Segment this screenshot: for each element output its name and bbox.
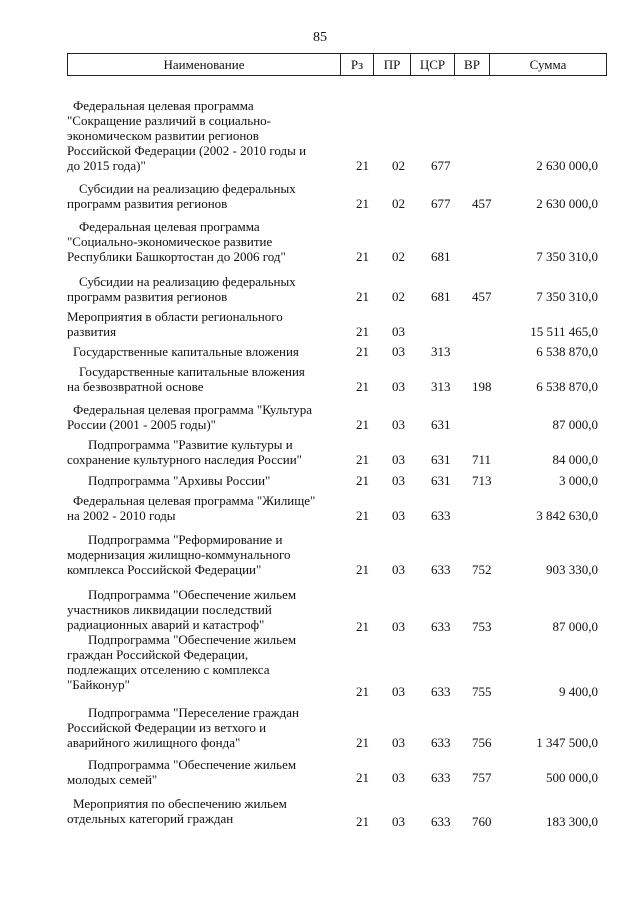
- row-name: [67, 98, 339, 173]
- row-name: [67, 437, 339, 467]
- row-name-line: до 2015 года)": [67, 158, 146, 173]
- row-sum: 7 350 310,0: [536, 289, 598, 304]
- row-name-line: Подпрограмма "Обеспечение жильем: [88, 757, 297, 772]
- row-sum: 3 000,0: [559, 473, 598, 488]
- row-sum: 15 511 465,0: [530, 324, 598, 339]
- row-sum: 9 400,0: [559, 684, 598, 699]
- row-name-line: "Байконур": [67, 677, 130, 692]
- row-name: [67, 587, 339, 632]
- row-name-line: Федеральная целевая программа: [79, 219, 260, 234]
- row-name-line: Мероприятия по обеспечению жильем: [73, 796, 287, 811]
- row-name: [67, 181, 339, 211]
- row-name: [67, 309, 339, 339]
- row-name-line: программ развития регионов: [67, 196, 228, 211]
- row-vr: 457: [472, 196, 492, 211]
- row-sum: 1 347 500,0: [536, 735, 598, 750]
- row-name-line: Субсидии на реализацию федеральных: [79, 274, 296, 289]
- row-rz: 21: [356, 249, 369, 264]
- row-name-line: Подпрограмма "Обеспечение жильем: [88, 632, 297, 647]
- row-sum: 500 000,0: [546, 770, 598, 785]
- row-rz: 21: [356, 289, 369, 304]
- row-rz: 21: [356, 562, 369, 577]
- header-rz: Рз: [341, 54, 374, 75]
- row-vr: 753: [472, 619, 492, 634]
- row-pr: 03: [392, 562, 405, 577]
- row-pr: 03: [392, 735, 405, 750]
- row-name-line: Подпрограмма "Архивы России": [88, 473, 271, 488]
- row-csr: 681: [431, 289, 451, 304]
- row-name-line: Государственные капитальные вложения: [73, 344, 299, 359]
- row-csr: 633: [431, 508, 451, 523]
- row-pr: 02: [392, 249, 405, 264]
- row-name-line: Российской Федерации из ветхого и: [67, 720, 267, 735]
- row-csr: 681: [431, 249, 451, 264]
- row-name: [67, 364, 339, 394]
- row-vr: 711: [472, 452, 492, 467]
- row-pr: 03: [392, 379, 405, 394]
- row-name-line: участников ликвидации последствий: [67, 602, 272, 617]
- row-name-line: Мероприятия в области регионального: [67, 309, 283, 324]
- row-name-line: "Сокращение различий в социально-: [67, 113, 271, 128]
- row-pr: 03: [392, 324, 405, 339]
- row-name-line: развития: [67, 324, 117, 339]
- row-pr: 02: [392, 289, 405, 304]
- header-name: Наименование: [68, 54, 341, 75]
- row-vr: 757: [472, 770, 492, 785]
- row-rz: 21: [356, 324, 369, 339]
- row-csr: 633: [431, 814, 451, 829]
- row-name: [67, 796, 339, 826]
- row-name-line: Российской Федерации (2002 - 2010 годы и: [67, 143, 307, 158]
- row-name-line: отдельных категорий граждан: [67, 811, 234, 826]
- row-sum: 6 538 870,0: [536, 344, 598, 359]
- row-name: [67, 219, 339, 264]
- row-pr: 03: [392, 417, 405, 432]
- row-name-line: России (2001 - 2005 годы)": [67, 417, 216, 432]
- row-vr: 457: [472, 289, 492, 304]
- header-csr: ЦСР: [411, 54, 455, 75]
- row-csr: 633: [431, 562, 451, 577]
- row-csr: 313: [431, 344, 451, 359]
- row-sum: 2 630 000,0: [536, 158, 598, 173]
- row-name-line: "Социально-экономическое развитие: [67, 234, 273, 249]
- row-name-line: Подпрограмма "Переселение граждан: [88, 705, 299, 720]
- row-pr: 03: [392, 684, 405, 699]
- row-name: [67, 344, 339, 359]
- row-csr: 677: [431, 158, 451, 173]
- row-rz: 21: [356, 344, 369, 359]
- row-name-line: на безвозвратной основе: [67, 379, 204, 394]
- row-rz: 21: [356, 158, 369, 173]
- row-name-line: Государственные капитальные вложения: [79, 364, 305, 379]
- row-name-line: экономическом развитии регионов: [67, 128, 259, 143]
- header-pr: ПР: [374, 54, 411, 75]
- row-name-line: комплекса Российской Федерации": [67, 562, 262, 577]
- row-rz: 21: [356, 735, 369, 750]
- row-vr: 760: [472, 814, 492, 829]
- row-name-line: Подпрограмма "Реформирование и: [88, 532, 283, 547]
- row-name: [67, 532, 339, 577]
- row-csr: 313: [431, 379, 451, 394]
- row-pr: 03: [392, 473, 405, 488]
- row-rz: 21: [356, 417, 369, 432]
- row-name: [67, 705, 339, 750]
- row-rz: 21: [356, 814, 369, 829]
- row-pr: 03: [392, 770, 405, 785]
- row-name-line: подлежащих отселению с комплекса: [67, 662, 270, 677]
- row-sum: 2 630 000,0: [536, 196, 598, 211]
- row-pr: 03: [392, 344, 405, 359]
- row-name-line: Субсидии на реализацию федеральных: [79, 181, 296, 196]
- row-name-line: Федеральная целевая программа "Культура: [73, 402, 313, 417]
- row-rz: 21: [356, 508, 369, 523]
- row-sum: 3 842 630,0: [536, 508, 598, 523]
- row-vr: 198: [472, 379, 492, 394]
- row-name: [67, 473, 339, 488]
- row-rz: 21: [356, 770, 369, 785]
- row-sum: 87 000,0: [552, 619, 598, 634]
- row-name-line: Республики Башкортостан до 2006 год": [67, 249, 286, 264]
- row-pr: 03: [392, 619, 405, 634]
- row-name-line: Федеральная целевая программа: [73, 98, 254, 113]
- row-vr: 755: [472, 684, 492, 699]
- header-vr: ВР: [455, 54, 490, 75]
- row-name: [67, 632, 339, 692]
- row-name-line: радиационных аварий и катастроф": [67, 617, 265, 632]
- row-sum: 903 330,0: [546, 562, 598, 577]
- row-rz: 21: [356, 473, 369, 488]
- row-sum: 84 000,0: [552, 452, 598, 467]
- row-vr: 713: [472, 473, 492, 488]
- row-csr: 633: [431, 619, 451, 634]
- row-vr: 752: [472, 562, 492, 577]
- row-csr: 631: [431, 452, 451, 467]
- row-csr: 677: [431, 196, 451, 211]
- row-rz: 21: [356, 684, 369, 699]
- row-name-line: сохранение культурного наследия России": [67, 452, 302, 467]
- row-pr: 03: [392, 452, 405, 467]
- row-name-line: граждан Российской Федерации,: [67, 647, 249, 662]
- row-pr: 02: [392, 196, 405, 211]
- row-rz: 21: [356, 452, 369, 467]
- row-name: [67, 274, 339, 304]
- row-name-line: молодых семей": [67, 772, 158, 787]
- page-number: 85: [313, 30, 327, 45]
- row-csr: 631: [431, 473, 451, 488]
- row-rz: 21: [356, 379, 369, 394]
- row-name-line: аварийного жилищного фонда": [67, 735, 241, 750]
- row-sum: 87 000,0: [552, 417, 598, 432]
- row-name-line: Федеральная целевая программа "Жилище": [73, 493, 316, 508]
- table-header: [67, 53, 607, 76]
- row-rz: 21: [356, 196, 369, 211]
- row-name: [67, 402, 339, 432]
- row-csr: 633: [431, 735, 451, 750]
- row-name: [67, 493, 339, 523]
- row-vr: 756: [472, 735, 492, 750]
- row-name-line: Подпрограмма "Обеспечение жильем: [88, 587, 297, 602]
- row-pr: 03: [392, 814, 405, 829]
- row-pr: 03: [392, 508, 405, 523]
- row-name-line: Подпрограмма "Развитие культуры и: [88, 437, 293, 452]
- header-sum: Сумма: [529, 56, 567, 72]
- row-csr: 633: [431, 770, 451, 785]
- row-sum: 183 300,0: [546, 814, 598, 829]
- row-name: [67, 757, 339, 787]
- row-rz: 21: [356, 619, 369, 634]
- row-name-line: на 2002 - 2010 годы: [67, 508, 176, 523]
- row-sum: 6 538 870,0: [536, 379, 598, 394]
- row-name-line: модернизация жилищно-коммунального: [67, 547, 291, 562]
- row-csr: 631: [431, 417, 451, 432]
- row-csr: 633: [431, 684, 451, 699]
- row-pr: 02: [392, 158, 405, 173]
- row-name-line: программ развития регионов: [67, 289, 228, 304]
- row-sum: 7 350 310,0: [536, 249, 598, 264]
